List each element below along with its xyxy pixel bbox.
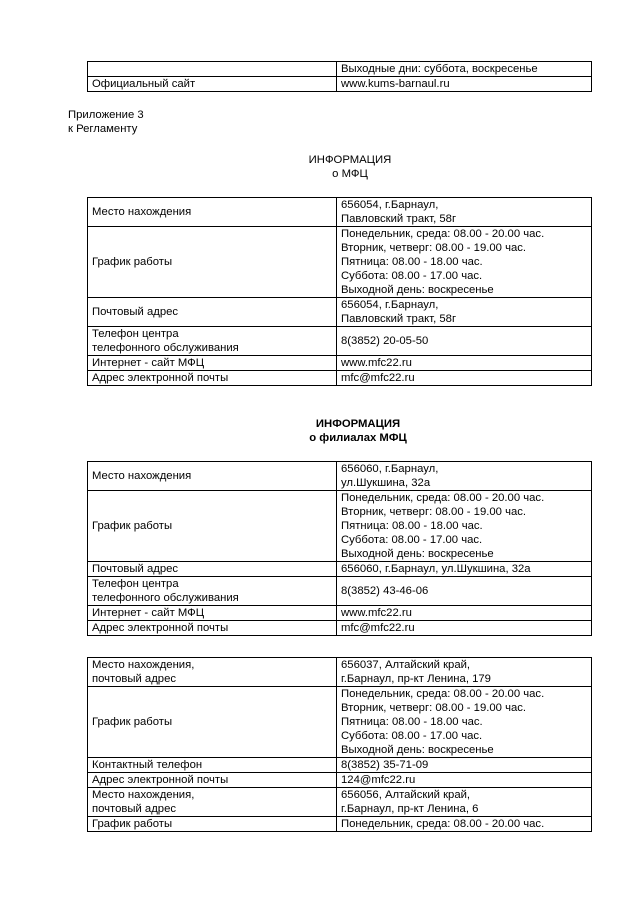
mfc-heading-subtitle: о МФЦ xyxy=(332,168,368,180)
table-row xyxy=(88,198,592,227)
appendix-line: Приложение 3 xyxy=(68,109,144,121)
label-line: телефонного обслуживания xyxy=(92,592,239,604)
value-line: Пятница: 08.00 - 18.00 час. xyxy=(341,716,483,728)
table-cell-label xyxy=(88,621,337,636)
label-line: почтовый адрес xyxy=(92,673,177,685)
table-row xyxy=(88,298,592,327)
branches-heading xyxy=(0,417,640,445)
table-row xyxy=(88,817,592,832)
table-cell-value xyxy=(337,817,592,832)
branches-heading-subtitle: о филиалах МФЦ xyxy=(309,432,407,444)
table-cell-label xyxy=(88,327,337,356)
label-line: График работы xyxy=(92,818,173,830)
label-line: Адрес электронной почты xyxy=(92,774,229,786)
value-line: Выходной день: воскресенье xyxy=(341,744,494,756)
label-line: Место нахождения xyxy=(92,470,192,482)
label-line: График работы xyxy=(92,520,173,532)
table-cell-label xyxy=(88,356,337,371)
table-row xyxy=(88,327,592,356)
table-cell-label xyxy=(88,817,337,832)
value-line: Понедельник, среда: 08.00 - 20.00 час. xyxy=(341,492,545,504)
value-line: г.Барнаул, пр-кт Ленина, 6 xyxy=(341,803,479,815)
value-line: Пятница: 08.00 - 18.00 час. xyxy=(341,520,483,532)
table-row xyxy=(88,62,592,77)
table-cell-label xyxy=(88,658,337,687)
value-line: Понедельник, среда: 08.00 - 20.00 час. xyxy=(341,818,545,830)
value-line: Пятница: 08.00 - 18.00 час. xyxy=(341,256,483,268)
value-line: ул.Шукшина, 32а xyxy=(341,477,431,489)
table-cell-label xyxy=(88,198,337,227)
table-cell-value xyxy=(337,198,592,227)
table-cell-label xyxy=(88,773,337,788)
value-line: Вторник, четверг: 08.00 - 19.00 час. xyxy=(341,242,527,254)
value-line: Суббота: 08.00 - 17.00 час. xyxy=(341,730,483,742)
table-cell-label xyxy=(88,491,337,562)
value-line: Суббота: 08.00 - 17.00 час. xyxy=(341,534,483,546)
label-line: почтовый адрес xyxy=(92,803,177,815)
table-cell-value xyxy=(337,758,592,773)
value-line: г.Барнаул, пр-кт Ленина, 179 xyxy=(341,673,491,685)
table-cell-label xyxy=(88,562,337,577)
table-cell-value xyxy=(337,298,592,327)
table-cell-value xyxy=(337,562,592,577)
label-line: Почтовый адрес xyxy=(92,306,179,318)
label-line: Место нахождения, xyxy=(92,789,195,801)
table-cell-value xyxy=(337,227,592,298)
table-row xyxy=(88,606,592,621)
label-line: Телефон центра xyxy=(92,578,179,590)
table-row xyxy=(88,658,592,687)
top-table xyxy=(87,61,592,92)
table-cell-value xyxy=(337,788,592,817)
value-line: 656060, г.Барнаул, xyxy=(341,463,439,475)
value-line: 8(3852) 35-71-09 xyxy=(341,759,429,771)
table-row xyxy=(88,491,592,562)
value-line: www.mfc22.ru xyxy=(341,357,412,369)
table-cell-label xyxy=(88,298,337,327)
table-row xyxy=(88,621,592,636)
table-cell-label xyxy=(88,788,337,817)
table-row xyxy=(88,227,592,298)
table-cell-label xyxy=(88,462,337,491)
table-row xyxy=(88,788,592,817)
value-line: 656056, Алтайский край, xyxy=(341,789,471,801)
value-line: 8(3852) 20-05-50 xyxy=(341,335,429,347)
label-line: Контактный телефон xyxy=(92,759,203,771)
table-cell-label: Официальный сайт xyxy=(88,77,337,92)
value-line: 656060, г.Барнаул, ул.Шукшина, 32а xyxy=(341,563,531,575)
value-line: Павловский тракт, 58г xyxy=(341,213,457,225)
appendix-line: к Регламенту xyxy=(68,123,138,135)
table-cell-label xyxy=(88,62,337,77)
table-row xyxy=(88,773,592,788)
table-cell-value xyxy=(337,491,592,562)
table-row xyxy=(88,371,592,386)
appendix-note xyxy=(68,108,144,136)
value-line: Выходной день: воскресенье xyxy=(341,548,494,560)
table-cell-value xyxy=(337,356,592,371)
table-cell-label xyxy=(88,227,337,298)
table-row xyxy=(88,562,592,577)
table-cell-value xyxy=(337,577,592,606)
value-line: mfc@mfc22.ru xyxy=(341,372,415,384)
table-row xyxy=(88,77,592,92)
table-row xyxy=(88,758,592,773)
table-cell-label xyxy=(88,371,337,386)
table-row xyxy=(88,687,592,758)
value-line: Понедельник, среда: 08.00 - 20.00 час. xyxy=(341,228,545,240)
branches-heading-title: ИНФОРМАЦИЯ xyxy=(315,418,401,430)
table-cell-label xyxy=(88,577,337,606)
table-row xyxy=(88,356,592,371)
table-cell-value xyxy=(337,606,592,621)
value-line: mfc@mfc22.ru xyxy=(341,622,415,634)
mfc-heading-title: ИНФОРМАЦИЯ xyxy=(308,154,392,166)
value-line: Павловский тракт, 58г xyxy=(341,313,457,325)
value-line: Суббота: 08.00 - 17.00 час. xyxy=(341,270,483,282)
value-line: 656054, г.Барнаул, xyxy=(341,199,439,211)
branch-info-table xyxy=(87,657,592,832)
value-line: 8(3852) 43-46-06 xyxy=(341,585,429,597)
label-line: График работы xyxy=(92,716,173,728)
table-cell-value xyxy=(337,658,592,687)
table-cell-label xyxy=(88,758,337,773)
value-line: www.mfc22.ru xyxy=(341,607,412,619)
label-line: Интернет - сайт МФЦ xyxy=(92,357,205,369)
table-cell-label xyxy=(88,606,337,621)
table-cell-value xyxy=(337,687,592,758)
mfc-heading xyxy=(0,153,640,181)
label-line: Место нахождения, xyxy=(92,659,195,671)
table-cell-label xyxy=(88,687,337,758)
branch-info-table xyxy=(87,461,592,636)
table-cell-value: Выходные дни: суббота, воскресенье xyxy=(337,62,592,77)
mfc-info-table xyxy=(87,197,592,386)
value-line: 656054, г.Барнаул, xyxy=(341,299,439,311)
label-line: Почтовый адрес xyxy=(92,563,179,575)
value-line: Понедельник, среда: 08.00 - 20.00 час. xyxy=(341,688,545,700)
value-line: 656037, Алтайский край, xyxy=(341,659,471,671)
value-line: 124@mfc22.ru xyxy=(341,774,416,786)
table-cell-value xyxy=(337,773,592,788)
table-cell-value: www.kums-barnaul.ru xyxy=(337,77,592,92)
table-row xyxy=(88,462,592,491)
value-line: Вторник, четверг: 08.00 - 19.00 час. xyxy=(341,702,527,714)
table-row xyxy=(88,577,592,606)
table-cell-value xyxy=(337,371,592,386)
table-cell-value xyxy=(337,462,592,491)
label-line: телефонного обслуживания xyxy=(92,342,239,354)
label-line: График работы xyxy=(92,256,173,268)
label-line: Адрес электронной почты xyxy=(92,622,229,634)
table-cell-value xyxy=(337,327,592,356)
table-cell-value xyxy=(337,621,592,636)
label-line: Интернет - сайт МФЦ xyxy=(92,607,205,619)
label-line: Телефон центра xyxy=(92,328,179,340)
label-line: Место нахождения xyxy=(92,206,192,218)
value-line: Выходной день: воскресенье xyxy=(341,284,494,296)
label-line: Адрес электронной почты xyxy=(92,372,229,384)
value-line: Вторник, четверг: 08.00 - 19.00 час. xyxy=(341,506,527,518)
